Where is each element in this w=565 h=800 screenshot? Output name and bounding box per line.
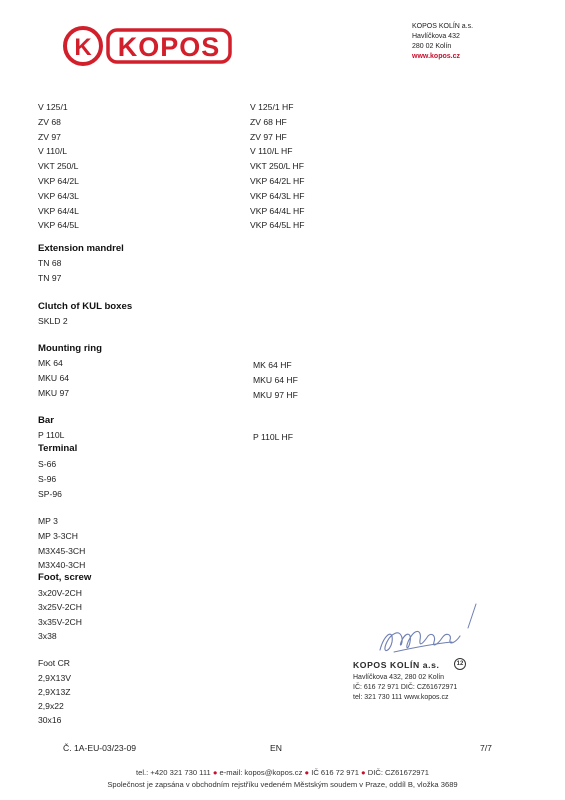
list-item: VKT 250/L HF [250, 161, 304, 172]
product-list-right [250, 102, 304, 235]
list-item: 3x25V-2CH [38, 602, 82, 612]
signature [372, 598, 492, 660]
list-item: P 110L [38, 430, 65, 440]
kopos-logo [62, 24, 234, 68]
list-item: VKP 64/2L [38, 175, 79, 186]
company-city: 280 02 Kolín [412, 43, 452, 50]
list-item: MKU 64 [38, 373, 70, 383]
stamp-ids: IČ: 616 72 971 DIČ: CZ61672971 [353, 684, 458, 691]
list-item: MK 64 [38, 358, 63, 368]
list-item: TN 97 [38, 273, 62, 283]
footer-ic: IČ 616 72 971 [311, 768, 359, 777]
list-item: 3x38 [38, 631, 57, 641]
list-item: SKLD 2 [38, 316, 68, 326]
logo-mark: K [74, 34, 92, 61]
list-item: MP 3 [38, 516, 58, 526]
product-list-left [38, 102, 79, 235]
list-item: M3X45-3CH [38, 546, 86, 556]
separator-dot-icon: ● [212, 768, 220, 777]
list-item: VKP 64/2L HF [250, 175, 305, 186]
page-number: 7/7 [480, 743, 492, 753]
list-item: VKP 64/5L HF [250, 220, 305, 231]
list-item: V 125/1 HF [250, 102, 294, 112]
section-heading-terminal: Terminal [38, 443, 78, 454]
list-item: 30x16 [38, 715, 62, 725]
list-item: ZV 97 [38, 131, 61, 142]
logo-wordmark: KOPOS [117, 32, 221, 62]
list-item: MP 3-3CH [38, 531, 78, 541]
list-item: V 125/1 [38, 102, 68, 112]
section-heading-clutch: Clutch of KUL boxes [38, 301, 133, 312]
list-item: VKP 64/5L [38, 220, 79, 231]
list-item: VKP 64/4L [38, 205, 79, 216]
list-item: 3x20V-2CH [38, 588, 82, 598]
list-item: MKU 97 [38, 388, 70, 398]
list-item: 2,9X13Z [38, 687, 71, 697]
list-item: VKT 250/L [38, 161, 79, 172]
company-header [412, 22, 473, 62]
section-heading-bar: Bar [38, 415, 54, 426]
stamp-company-name: KOPOS KOLÍN a.s. [353, 660, 440, 670]
list-item: V 110/L [38, 146, 67, 157]
stamp-address: Havlíčkova 432, 280 02 Kolín [353, 674, 445, 681]
list-item: Foot CR [38, 658, 70, 668]
list-item: S-66 [38, 459, 57, 469]
list-item: MK 64 HF [253, 360, 292, 370]
list-item: ZV 68 [38, 116, 61, 127]
company-street: Havlíčkova 432 [412, 33, 460, 40]
list-item: 2,9X13V [38, 673, 71, 683]
stamp-badge: 12 [454, 658, 466, 670]
document-language: EN [270, 743, 282, 753]
section-heading-foot-screw: Foot, screw [38, 572, 92, 583]
footer-contact-line [0, 768, 565, 777]
list-item: ZV 68 HF [250, 116, 287, 127]
document-code: Č. 1A-EU-03/23-09 [63, 743, 137, 753]
separator-dot-icon: ● [361, 768, 368, 777]
company-name: KOPOS KOLÍN a.s. [412, 23, 474, 30]
list-item: VKP 64/4L HF [250, 205, 305, 216]
list-item: VKP 64/3L [38, 190, 79, 201]
list-item: S-96 [38, 474, 57, 484]
list-item: ZV 97 HF [250, 131, 287, 142]
list-item: SP-96 [38, 489, 62, 499]
list-item: 2,9x22 [38, 701, 64, 711]
list-item: 3x35V-2CH [38, 617, 82, 627]
separator-dot-icon: ● [304, 768, 312, 777]
list-item: V 110/L HF [250, 146, 293, 157]
list-item: TN 68 [38, 258, 62, 268]
footer-phone: tel.: +420 321 730 111 [136, 768, 211, 777]
list-item: M3X40-3CH [38, 560, 86, 570]
list-item: P 110L HF [253, 432, 293, 442]
section-heading-mounting-ring: Mounting ring [38, 343, 102, 354]
company-web-link[interactable]: www.kopos.cz [412, 53, 460, 60]
footer-dic: DIČ: CZ61672971 [367, 768, 429, 777]
footer-registry-note: Společnost je zapsána v obchodním rejstříku vedeném Městským soudem v Praze, oddíl B, vložka 3689 [107, 780, 458, 789]
stamp-contact: tel: 321 730 111 www.kopos.cz [353, 694, 449, 701]
footer-email-link[interactable]: e-mail: kopos@kopos.cz [219, 768, 303, 777]
list-item: MKU 97 HF [253, 390, 298, 400]
list-item: MKU 64 HF [253, 375, 298, 385]
list-item: VKP 64/3L HF [250, 190, 305, 201]
section-heading-extension-mandrel: Extension mandrel [38, 243, 124, 254]
